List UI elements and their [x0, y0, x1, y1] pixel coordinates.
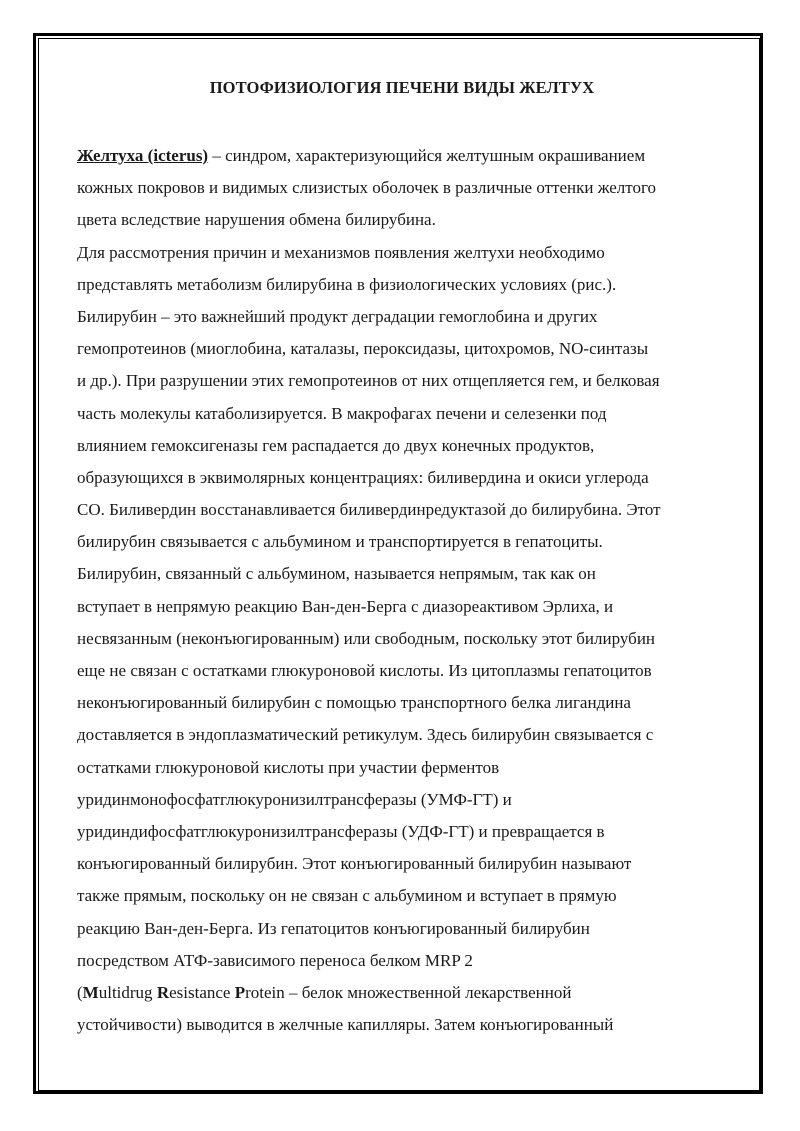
text-line: остатками глюкуроновой кислоты при участии ферментов — [77, 757, 500, 777]
text-line: уридинмонофосфатглюкуронизилтрансферазы (УМФ-ГТ) и — [77, 789, 512, 809]
text-line: СО. Биливердин восстанавливается биливердинредуктазой до билирубина. Этот — [77, 500, 661, 520]
text-line: Билирубин – это важнейший продукт деградации гемоглобина и других — [77, 306, 598, 326]
document-body — [77, 74, 727, 1041]
text-line: неконъюгированный билирубин с помощью транспортного белка лигандина — [77, 693, 631, 713]
text-line: билирубин связывается с альбумином и транспортируется в гепатоциты. — [77, 532, 603, 552]
text-line: также прямым, поскольку он не связан с альбумином и вступает в прямую — [77, 886, 617, 906]
document-title: ПОТОФИЗИОЛОГИЯ ПЕЧЕНИ ВИДЫ ЖЕЛТУХ — [209, 78, 595, 97]
text-line: несвязанным (неконъюгированным) или свободным, поскольку этот билирубин — [77, 628, 656, 648]
text-line: вступает в непрямую реакцию Ван-ден-Берга с диазореактивом Эрлиха, и — [77, 596, 614, 616]
text-line: еще не связан с остатками глюкуроновой кислоты. Из цитоплазмы гепатоцитов — [77, 661, 652, 680]
text-line: представлять метаболизм билирубина в физиологических условиях (рис.). — [77, 274, 617, 294]
text-line: гемопротеинов (миоглобина, каталазы, пероксидазы, цитохромов, NO-синтазы — [77, 339, 649, 359]
text-line: часть молекулы катаболизируется. В макрофагах печени и селезенки под — [77, 403, 607, 423]
text-line: кожных покровов и видимых слизистых оболочек в различные оттенки желтого — [77, 178, 657, 198]
main-paragraph — [77, 140, 727, 1041]
text-line: Желтуха (icterus) – синдром, характеризующийся желтушным окрашиванием — [77, 146, 646, 165]
text-line: Билирубин, связанный с альбумином, называется непрямым, так как он — [77, 564, 596, 584]
text-line: реакцию Ван-ден-Берга. Из гепатоцитов конъюгированный билирубин — [77, 918, 590, 938]
text-line: уридиндифосфатглюкуронизилтрансферазы (УДФ-ГТ) и превращается в — [77, 821, 605, 841]
text-line: устойчивости) выводится в желчные капилляры. Затем конъюгированный — [77, 1015, 614, 1035]
text-line: Для рассмотрения причин и механизмов появления желтухи необходимо — [77, 242, 605, 262]
text-line: цвета вследствие нарушения обмена билирубина. — [77, 210, 436, 230]
text-line: доставляется в эндоплазматический ретикулум. Здесь билирубин связывается с — [77, 725, 654, 745]
text-line: образующихся в эквимолярных концентрациях: биливердина и окиси углерода — [77, 467, 649, 487]
text-line: и др.). При разрушении этих гемопротеинов от них отщепляется гем, и белковая — [77, 371, 660, 391]
text-line: посредством АТФ-зависимого переноса белком MRP 2 — [77, 950, 473, 970]
text-line: конъюгированный билирубин. Этот конъюгированный билирубин называют — [77, 854, 632, 874]
text-line: влиянием гемоксигеназы гем распадается до двух конечных продуктов, — [77, 435, 595, 455]
term-icterus: Желтуха (icterus) — [77, 146, 209, 165]
text-line-mrp: (Multidrug Resistance Protein – белок множественной лекарственной — [77, 982, 572, 1002]
